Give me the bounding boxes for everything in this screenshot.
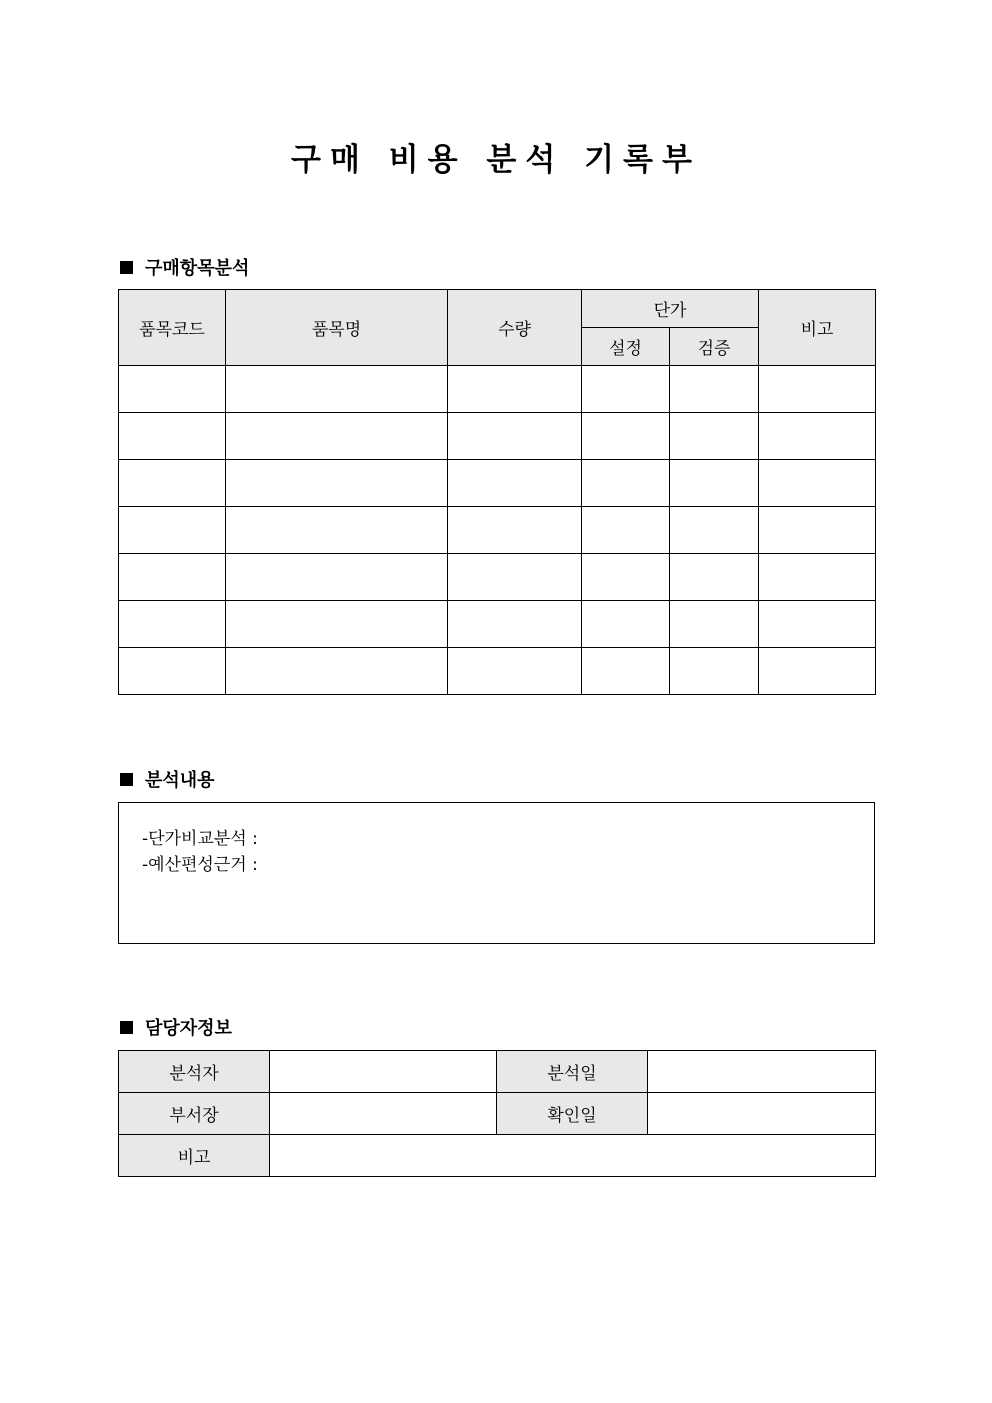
table-cell[interactable] [448, 554, 582, 601]
table-cell[interactable] [759, 460, 876, 507]
section-heading-analysis-label: 분석내용 [145, 770, 215, 791]
table-cell[interactable] [226, 648, 448, 695]
table-cell[interactable] [759, 648, 876, 695]
header-note: 비고 [759, 290, 876, 366]
table-cell[interactable] [448, 366, 582, 413]
table-cell[interactable] [670, 460, 759, 507]
table-cell[interactable] [119, 507, 226, 554]
table-row [119, 460, 876, 507]
table-cell[interactable] [670, 648, 759, 695]
table-cell[interactable] [759, 507, 876, 554]
table-cell[interactable] [582, 554, 670, 601]
header-price-verify: 검증 [670, 328, 759, 366]
table-row [119, 601, 876, 648]
table-cell[interactable] [448, 460, 582, 507]
table-cell[interactable] [119, 366, 226, 413]
table-cell[interactable] [670, 413, 759, 460]
analysis-line-budget-basis: -예산편성근거 : [142, 855, 258, 875]
person-info-table [118, 1050, 876, 1177]
table-cell[interactable] [670, 507, 759, 554]
table-row [119, 648, 876, 695]
section-heading-person-label: 담당자정보 [145, 1018, 232, 1039]
table-row [119, 507, 876, 554]
manager-label: 부서장 [119, 1093, 270, 1135]
table-cell[interactable] [759, 601, 876, 648]
section-heading-items [120, 254, 249, 280]
table-cell[interactable] [582, 460, 670, 507]
square-bullet-icon [120, 1021, 133, 1034]
table-cell[interactable] [670, 366, 759, 413]
header-quantity: 수량 [448, 290, 582, 366]
table-cell[interactable] [759, 413, 876, 460]
table-cell[interactable] [448, 413, 582, 460]
header-item-code: 품목코드 [119, 290, 226, 366]
table-cell[interactable] [226, 460, 448, 507]
analyst-field[interactable] [270, 1051, 497, 1093]
table-cell[interactable] [582, 413, 670, 460]
header-price-set: 설정 [582, 328, 670, 366]
person-note-field[interactable] [270, 1135, 876, 1177]
table-cell[interactable] [119, 554, 226, 601]
table-row [119, 554, 876, 601]
analysis-date-label: 분석일 [497, 1051, 648, 1093]
table-cell[interactable] [582, 648, 670, 695]
section-heading-person [120, 1014, 232, 1040]
table-cell[interactable] [582, 507, 670, 554]
table-cell[interactable] [582, 366, 670, 413]
table-cell[interactable] [119, 413, 226, 460]
table-cell[interactable] [759, 366, 876, 413]
table-cell[interactable] [226, 413, 448, 460]
confirm-date-label: 확인일 [497, 1093, 648, 1135]
items-table-body [119, 366, 876, 695]
header-item-name: 품목명 [226, 290, 448, 366]
table-cell[interactable] [226, 601, 448, 648]
section-heading-analysis [120, 766, 215, 792]
table-cell[interactable] [670, 601, 759, 648]
analysis-content-box[interactable] [118, 802, 875, 944]
table-cell[interactable] [119, 648, 226, 695]
table-cell[interactable] [448, 648, 582, 695]
table-cell[interactable] [759, 554, 876, 601]
section-heading-items-label: 구매항목분석 [145, 258, 250, 279]
analysis-line-price-compare: -단가비교분석 : [142, 829, 258, 849]
table-cell[interactable] [448, 601, 582, 648]
manager-field[interactable] [270, 1093, 497, 1135]
items-table [118, 289, 876, 695]
square-bullet-icon [120, 261, 133, 274]
table-cell[interactable] [119, 601, 226, 648]
header-unit-price: 단가 [582, 290, 759, 328]
table-cell[interactable] [226, 507, 448, 554]
analysis-date-field[interactable] [648, 1051, 876, 1093]
document-title: 구매 비용 분석 기록부 [291, 142, 701, 178]
table-cell[interactable] [448, 507, 582, 554]
table-row [119, 366, 876, 413]
table-cell[interactable] [582, 601, 670, 648]
table-cell[interactable] [670, 554, 759, 601]
square-bullet-icon [120, 773, 133, 786]
analyst-label: 분석자 [119, 1051, 270, 1093]
table-row [119, 413, 876, 460]
table-cell[interactable] [226, 366, 448, 413]
table-cell[interactable] [119, 460, 226, 507]
person-note-label: 비고 [119, 1135, 270, 1177]
table-cell[interactable] [226, 554, 448, 601]
confirm-date-field[interactable] [648, 1093, 876, 1135]
